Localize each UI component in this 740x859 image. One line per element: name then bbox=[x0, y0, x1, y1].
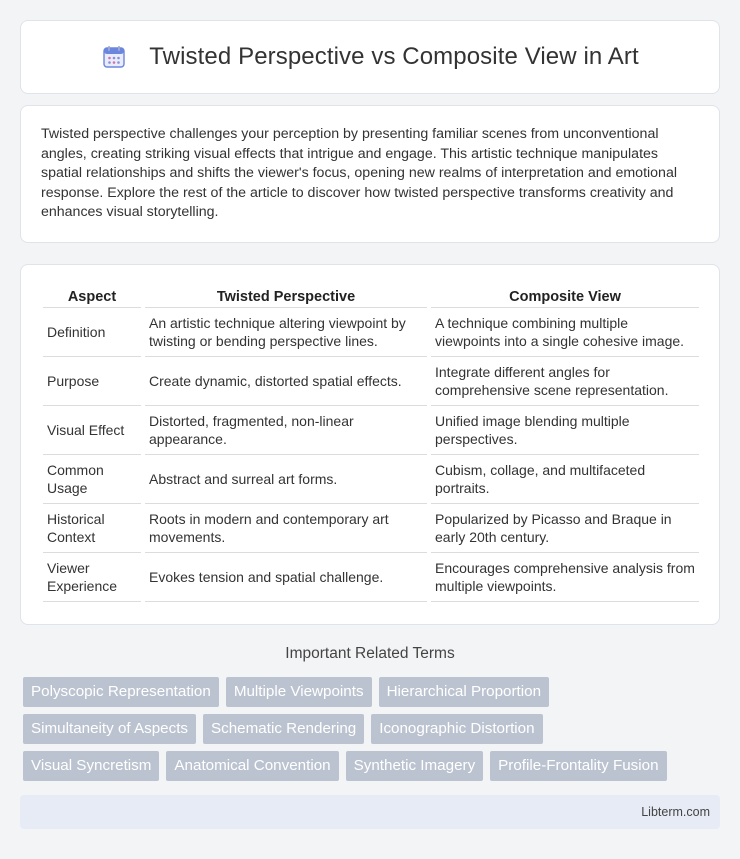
header-twisted-perspective: Twisted Perspective bbox=[145, 284, 427, 308]
comparison-table bbox=[39, 284, 703, 602]
related-term-tag[interactable]: Iconographic Distortion bbox=[371, 714, 542, 744]
row-composite: Encourages comprehensive analysis from multiple viewpoints. bbox=[431, 553, 699, 602]
page-title: Twisted Perspective vs Composite View in Art bbox=[149, 43, 639, 70]
row-composite: A technique combining multiple viewpoints into a single cohesive image. bbox=[431, 308, 699, 357]
table-row bbox=[43, 406, 699, 455]
footer-site-link[interactable]: Libterm.com bbox=[641, 805, 710, 819]
table-row bbox=[43, 455, 699, 504]
row-aspect: Visual Effect bbox=[43, 406, 141, 455]
row-twisted: Abstract and surreal art forms. bbox=[145, 455, 427, 504]
table-header-row bbox=[43, 284, 699, 308]
row-composite: Unified image blending multiple perspectives. bbox=[431, 406, 699, 455]
related-term-tag[interactable]: Multiple Viewpoints bbox=[226, 677, 372, 707]
related-term-tag[interactable]: Schematic Rendering bbox=[203, 714, 364, 744]
header-aspect: Aspect bbox=[43, 284, 141, 308]
row-twisted: An artistic technique altering viewpoint by twisting or bending perspective lines. bbox=[145, 308, 427, 357]
intro-card bbox=[20, 105, 720, 243]
table-row bbox=[43, 357, 699, 406]
calendar-icon bbox=[101, 44, 127, 70]
intro-text: Twisted perspective challenges your perception by presenting familiar scenes from unconventional angles, creating striking visual effects that intrigue and engage. This artistic technique manipulates spatial relationships and shifts the viewer's focus, opening new realms of interpretation and emotional response. Explore the rest of the article to discover how twisted perspective transforms creativity and enhances visual storytelling. bbox=[41, 126, 677, 221]
row-aspect: Historical Context bbox=[43, 504, 141, 553]
row-composite: Cubism, collage, and multifaceted portraits. bbox=[431, 455, 699, 504]
tag-row bbox=[23, 677, 723, 707]
row-aspect: Purpose bbox=[43, 357, 141, 406]
row-composite: Integrate different angles for comprehensive scene representation. bbox=[431, 357, 699, 406]
related-term-tag[interactable]: Profile-Frontality Fusion bbox=[490, 751, 666, 781]
row-twisted: Distorted, fragmented, non-linear appearance. bbox=[145, 406, 427, 455]
header-card bbox=[20, 20, 720, 94]
row-twisted: Roots in modern and contemporary art movements. bbox=[145, 504, 427, 553]
header-composite-view: Composite View bbox=[431, 284, 699, 308]
row-aspect: Common Usage bbox=[43, 455, 141, 504]
tag-row bbox=[23, 714, 723, 744]
related-terms-title: Important Related Terms bbox=[285, 645, 455, 662]
related-term-tag[interactable]: Visual Syncretism bbox=[23, 751, 159, 781]
row-composite: Popularized by Picasso and Braque in early 20th century. bbox=[431, 504, 699, 553]
comparison-table-card bbox=[20, 264, 720, 625]
related-terms-list bbox=[23, 677, 723, 788]
tag-row bbox=[23, 751, 723, 781]
table-row bbox=[43, 504, 699, 553]
row-twisted: Evokes tension and spatial challenge. bbox=[145, 553, 427, 602]
row-aspect: Viewer Experience bbox=[43, 553, 141, 602]
table-row bbox=[43, 308, 699, 357]
related-term-tag[interactable]: Simultaneity of Aspects bbox=[23, 714, 196, 744]
related-term-tag[interactable]: Anatomical Convention bbox=[166, 751, 338, 781]
footer bbox=[20, 795, 720, 829]
related-term-tag[interactable]: Polyscopic Representation bbox=[23, 677, 219, 707]
row-twisted: Create dynamic, distorted spatial effects. bbox=[145, 357, 427, 406]
table-row bbox=[43, 553, 699, 602]
row-aspect: Definition bbox=[43, 308, 141, 357]
related-term-tag[interactable]: Hierarchical Proportion bbox=[379, 677, 549, 707]
related-term-tag[interactable]: Synthetic Imagery bbox=[346, 751, 484, 781]
